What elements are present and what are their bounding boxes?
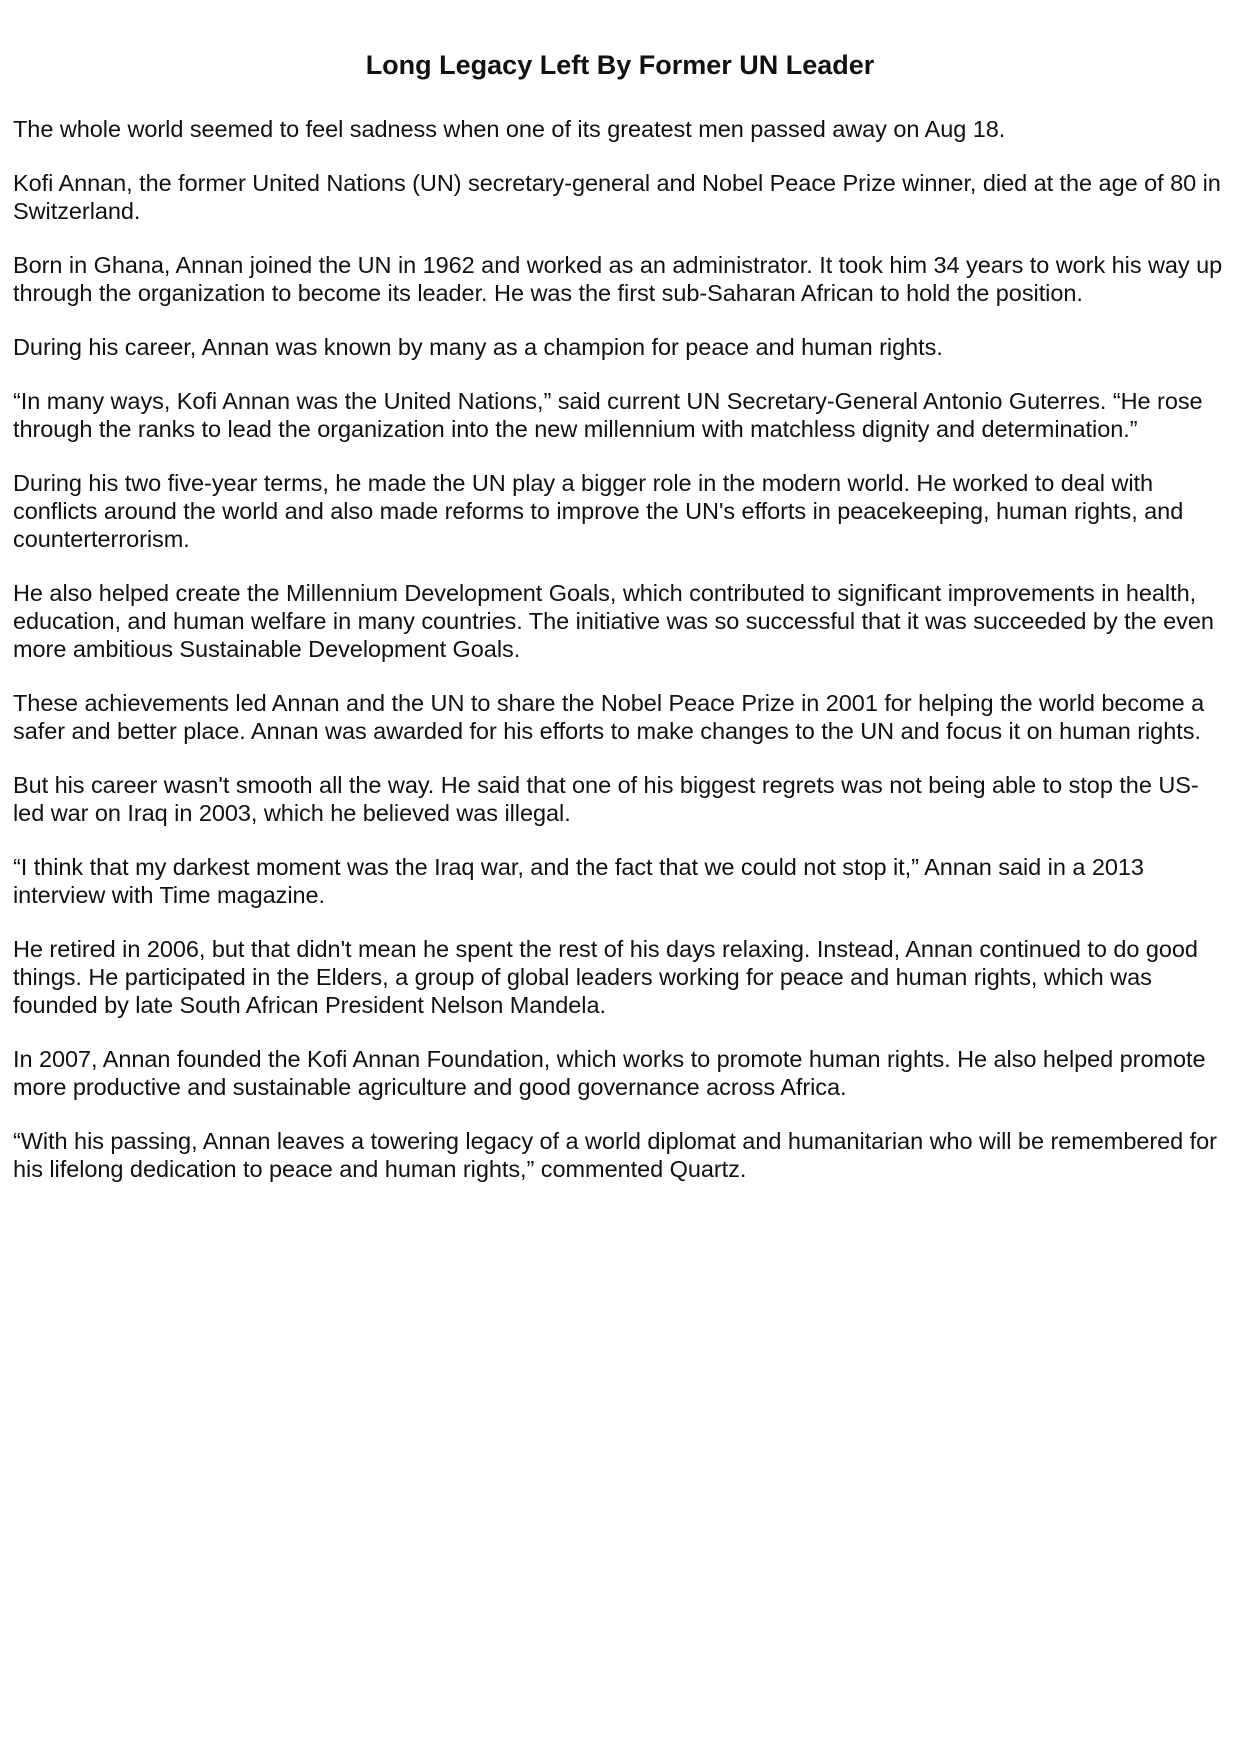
article-paragraph: In 2007, Annan founded the Kofi Annan Foundation, which works to promote human rights. He also helped promote more productive and sustainable agriculture and good governance across Africa. xyxy=(13,1046,1206,1100)
article-paragraph: “I think that my darkest moment was the Iraq war, and the fact that we could not stop it,” Annan said in a 2013 interview with Time magazine. xyxy=(13,854,1144,908)
article-paragraph: “With his passing, Annan leaves a towering legacy of a world diplomat and humanitarian who will be remembered for his lifelong dedication to peace and human rights,” commented Quartz. xyxy=(13,1128,1217,1182)
article-paragraph: He also helped create the Millennium Development Goals, which contributed to significant improvements in health, education, and human welfare in many countries. The initiative was so successful that it was succeeded by the even more ambitious Sustainable Development Goals. xyxy=(13,580,1214,662)
article-paragraph: But his career wasn't smooth all the way. He said that one of his biggest regrets was not being able to stop the US-led war on Iraq in 2003, which he believed was illegal. xyxy=(13,772,1199,826)
article-paragraph: During his career, Annan was known by many as a champion for peace and human rights. xyxy=(13,334,943,360)
article-paragraph: Kofi Annan, the former United Nations (UN) secretary-general and Nobel Peace Prize winner, died at the age of 80 in Switzerland. xyxy=(13,170,1221,224)
article-paragraph: “In many ways, Kofi Annan was the United Nations,” said current UN Secretary-General Antonio Guterres. “He rose through the ranks to lead the organization into the new millennium with matchless dignity and determination.” xyxy=(13,388,1203,442)
article-title: Long Legacy Left By Former UN Leader xyxy=(365,50,875,80)
article-paragraph: Born in Ghana, Annan joined the UN in 1962 and worked as an administrator. It took him 34 years to work his way up through the organization to become its leader. He was the first sub-Saharan African to hold the position. xyxy=(13,252,1223,306)
article-paragraph: These achievements led Annan and the UN to share the Nobel Peace Prize in 2001 for helping the world become a safer and better place. Annan was awarded for his efforts to make changes to the UN and focus it on human rights. xyxy=(13,690,1205,744)
article-paragraph: The whole world seemed to feel sadness when one of its greatest men passed away on Aug 18. xyxy=(13,116,1006,142)
article xyxy=(13,0,1227,1209)
article-paragraph: During his two five-year terms, he made the UN play a bigger role in the modern world. He worked to deal with conflicts around the world and also made reforms to improve the UN's efforts in peacekeeping, human rights, and counterterrorism. xyxy=(13,470,1184,552)
article-paragraph: He retired in 2006, but that didn't mean he spent the rest of his days relaxing. Instead, Annan continued to do good things. He participated in the Elders, a group of global leaders working for peace and human rights, which was founded by late South African President Nelson Mandela. xyxy=(13,936,1198,1018)
